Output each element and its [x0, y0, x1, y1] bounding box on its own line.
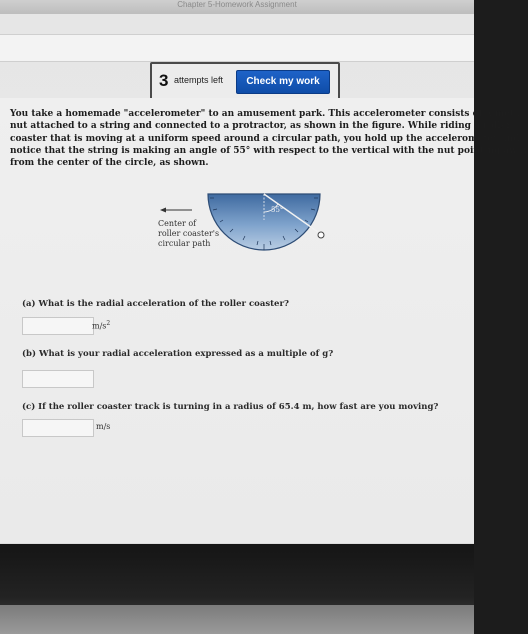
toolbar-strip — [0, 34, 474, 62]
answer-c-input[interactable] — [22, 419, 94, 437]
attempts-label: attempts left — [174, 75, 224, 85]
nut-icon — [318, 232, 324, 238]
figure-caption-line: circular path — [158, 239, 211, 248]
attempts-count: 3 — [159, 71, 169, 90]
accelerometer-figure — [150, 190, 340, 262]
answer-b-input[interactable] — [22, 370, 94, 388]
answer-a-unit-exponent: 2 — [106, 320, 111, 327]
problem-line: notice that the string is making an angle of 55° with respect to the vertical with the nut pointing away — [10, 145, 528, 156]
problem-line: coaster that is moving at a uniform speed around a circular path, you hold up the accelerometer and — [10, 133, 520, 144]
submission-panel — [150, 62, 340, 102]
browser-page — [0, 14, 528, 544]
problem-line: nut attached to a string and connected to a protractor, as shown in the figure. While riding a roller — [10, 121, 512, 132]
check-my-work-button[interactable]: Check my work — [236, 70, 330, 94]
figure-caption-line: Center of — [158, 219, 197, 228]
angle-label: 55° — [271, 206, 284, 214]
question-b: (b) What is your radial acceleration expressed as a multiple of g? — [22, 349, 334, 359]
window-title-bar — [0, 0, 474, 15]
answer-c-unit: m/s — [96, 422, 111, 431]
problem-statement — [10, 108, 528, 169]
answer-a-unit-text: m/s — [92, 321, 107, 331]
answer-a-input[interactable] — [22, 317, 94, 335]
question-content — [0, 98, 528, 543]
problem-line: You take a homemade "accelerometer" to an amusement park. This accelerometer consists of a meta — [10, 109, 520, 119]
monitor-bezel-edge — [0, 605, 474, 634]
problem-line: from the center of the circle, as shown. — [10, 158, 209, 169]
question-c: (c) If the roller coaster track is turning in a radius of 65.4 m, how fast are you moving? — [22, 402, 439, 412]
answer-a-unit — [92, 320, 110, 331]
window-title: Chapter 5-Homework Assignment — [177, 0, 297, 9]
question-a: (a) What is the radial acceleration of the roller coaster? — [22, 299, 289, 309]
figure-caption-line: roller coaster's — [158, 229, 220, 238]
arrow-head-icon — [160, 208, 166, 213]
